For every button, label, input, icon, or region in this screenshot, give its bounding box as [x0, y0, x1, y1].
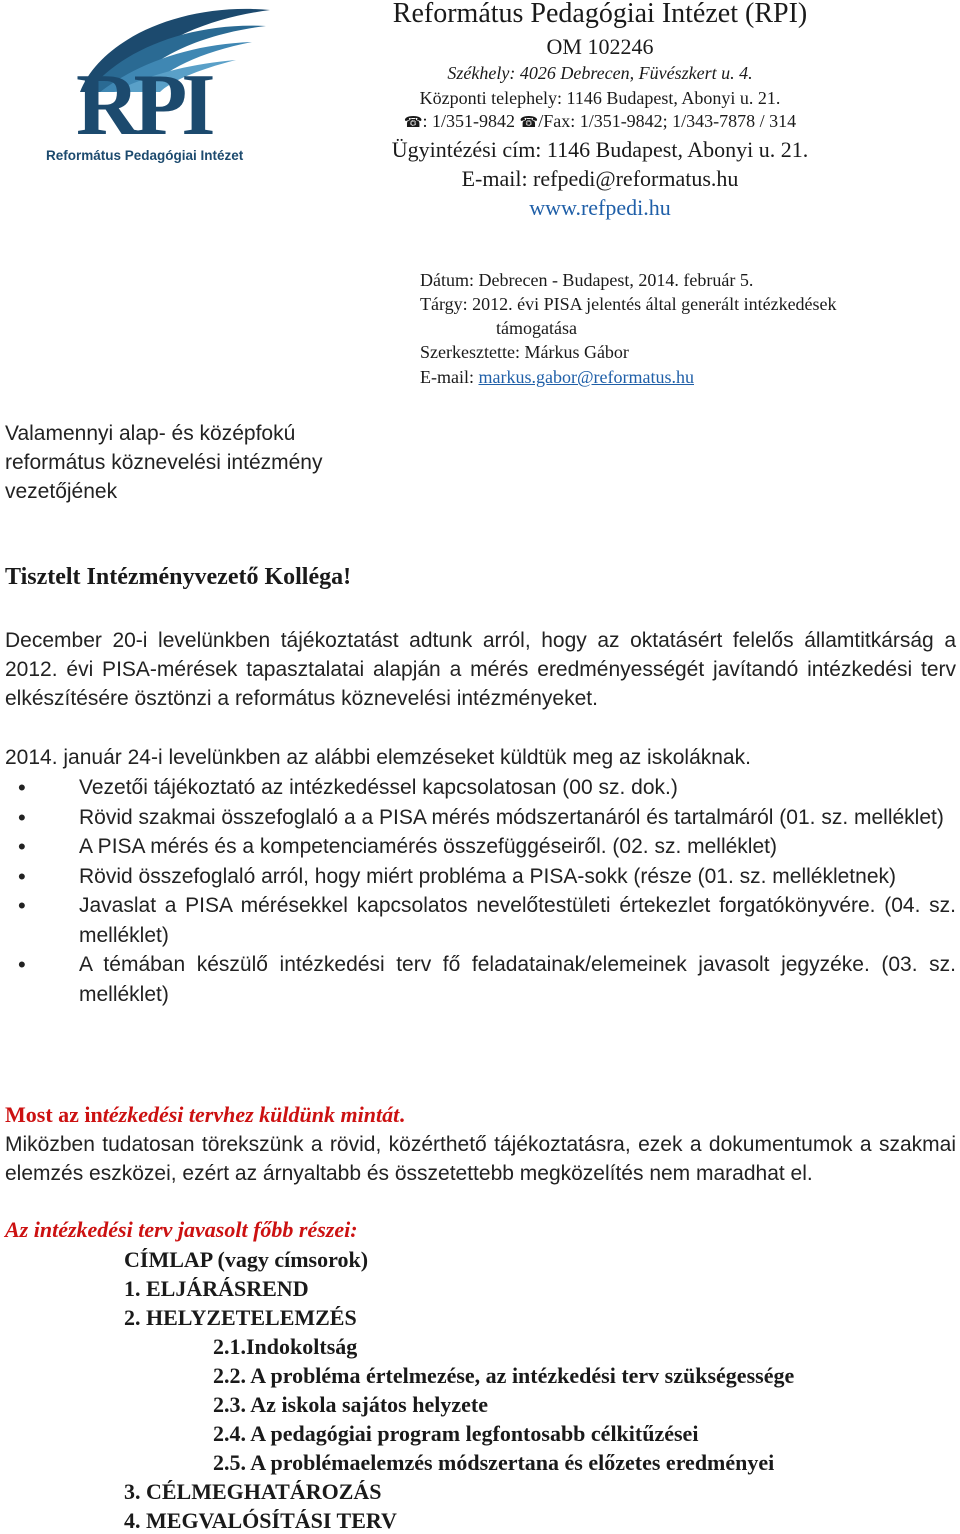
logo-name: Református Pedagógiai Intézet: [46, 148, 244, 163]
logo-letters: RPI: [76, 57, 210, 154]
om-number: OM 102246: [546, 34, 654, 59]
list-item: • Javaslat a PISA mérésekkel kapcsolatos nevelőtestületi értekezlet forgatókönyvére. (04. sz. melléklet): [0, 891, 956, 950]
phone-line: [340, 111, 860, 132]
sample-plan-heading-c: .: [399, 1102, 405, 1127]
outline-item: 2.2. A probléma értelmezése, az intézkedési terv szükségessége: [213, 1363, 795, 1388]
sample-plan-heading: [5, 1102, 405, 1128]
paragraph-list-intro: 2014. január 24-i levelünkben az alábbi elemzéseket küldtük meg az iskoláknak.: [5, 746, 751, 769]
outline-item: 3. CÉLMEGHATÁROZÁS: [124, 1479, 382, 1504]
attachment-list: [0, 773, 956, 1009]
editor-email-label: E-mail:: [420, 367, 479, 387]
phone-icon: ☎: [403, 113, 423, 131]
editor-email-line: [420, 367, 694, 388]
outline-item: 2. HELYZETELEMZÉS: [124, 1305, 357, 1330]
date-line: Dátum: Debrecen - Budapest, 2014. február 5.: [420, 270, 754, 290]
editor-line: Szerkesztette: Márkus Gábor: [420, 342, 629, 362]
greeting: Tisztelt Intézményvezető Kolléga!: [5, 564, 352, 590]
central-site-address: Központi telephely: 1146 Budapest, Abonyi u. 21.: [419, 88, 781, 108]
sample-plan-heading-a: Most az in: [5, 1102, 103, 1127]
outline-item: 1. ELJÁRÁSREND: [124, 1276, 309, 1301]
institution-title: Református Pedagógiai Intézet (RPI): [392, 0, 808, 29]
editor-email-link[interactable]: markus.gabor@reformatus.hu: [478, 367, 695, 387]
phone-text: : 1/351-9842: [422, 111, 520, 131]
list-item: • A PISA mérés és a kompetenciamérés összefüggéseiről. (02. sz. melléklet): [0, 832, 956, 862]
outline-item: 2.1.Indokoltság: [213, 1334, 358, 1359]
list-item: • Rövid összefoglaló arról, hogy miért probléma a PISA-sokk (része (01. sz. mellékletnek): [0, 862, 956, 892]
fax-phone-icon: ☎: [519, 113, 539, 131]
rpi-logo: [40, 0, 280, 175]
plan-parts-heading: Az intézkedési terv javasolt főbb részei:: [5, 1217, 358, 1242]
paragraph-analysis: Miközben tudatosan törekszünk a rövid, közérthető tájékoztatásra, ezek a dokumentumok a szakmai elemzés eszközei, ezért az árnyaltabb és összetettebb megközelítés nem maradhat el.: [5, 1133, 956, 1185]
subject-line: Tárgy: 2012. évi PISA jelentés által generált intézkedések: [420, 294, 837, 314]
outline-item: 4. MEGVALÓSÍTÁSI TERV: [124, 1508, 397, 1533]
addressee: [5, 419, 322, 506]
paragraph-intro: December 20-i levelünkben tájékoztatást adtunk arról, hogy az oktatásért felelős államtitkárság a 2012. évi PISA-mérések tapasztalatai alapján a mérés eredményességét javítandó intézkedési terv elkészítésére ösztönzi a református köznevelési intézményeket.: [5, 629, 956, 710]
fax-text: /Fax: 1/351-9842; 1/343-7878 / 314: [538, 111, 797, 131]
outline-item: 2.3. Az iskola sajátos helyzete: [213, 1392, 488, 1417]
addressee-line: református köznevelési intézmény: [5, 451, 323, 474]
outline-item: 2.4. A pedagógiai program legfontosabb célkitűzései: [213, 1421, 699, 1446]
addressee-line: vezetőjének: [5, 480, 118, 503]
admin-address: Ügyintézési cím: 1146 Budapest, Abonyi u. 21.: [391, 137, 809, 162]
outline-item: 2.5. A problémaelemzés módszertana és előzetes eredményei: [213, 1450, 775, 1475]
headquarters-address: Székhely: 4026 Debrecen, Füvészkert u. 4.: [447, 63, 753, 83]
header-email: E-mail: refpedi@reformatus.hu: [461, 166, 739, 191]
subject-line-cont: támogatása: [496, 318, 577, 338]
website-link[interactable]: www.refpedi.hu: [529, 195, 671, 220]
list-item: • Rövid szakmai összefoglaló a a PISA mérés módszertanáról és tartalmáról (01. sz. melléklet): [0, 803, 956, 833]
sample-plan-heading-b: tézkedési tervhez küldünk mintát: [102, 1102, 400, 1127]
addressee-line: Valamennyi alap- és középfokú: [5, 422, 296, 445]
list-item: • Vezetői tájékoztató az intézkedéssel kapcsolatosan (00 sz. dok.): [0, 773, 956, 803]
outline-item: CÍMLAP (vagy címsorok): [124, 1247, 369, 1272]
list-item: • A témában készülő intézkedési terv fő feladatainak/elemeinek javasolt jegyzéke. (03. sz. melléklet): [0, 950, 956, 1009]
